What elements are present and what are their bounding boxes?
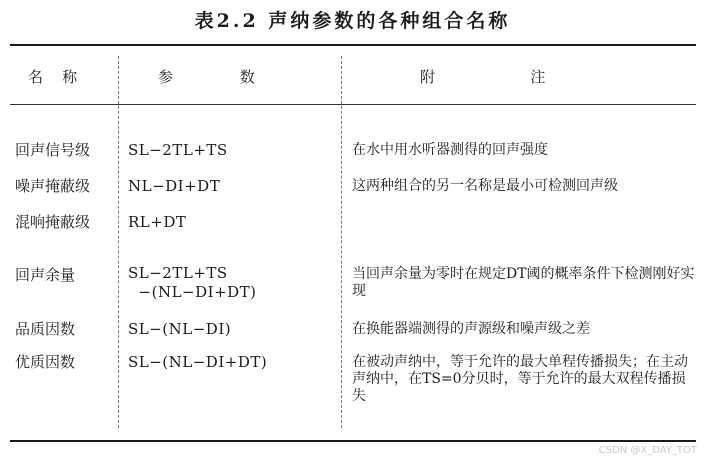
row-5-name: 品质因数: [15, 320, 76, 338]
bottom-rule: [10, 440, 696, 442]
row-1-params: SL−2TL+TS: [128, 141, 228, 159]
row-3-params: RL+DT: [128, 213, 187, 231]
row-1-note: 在水中用水听器测得的回声强度: [352, 142, 548, 158]
top-rule: [10, 44, 696, 46]
row-5-note: 在换能器端测得的声源级和噪声级之差: [352, 321, 590, 337]
row-4-params-line-1: SL−2TL+TS: [128, 264, 228, 282]
header-rule: [10, 104, 696, 105]
row-6-name: 优质因数: [15, 353, 76, 371]
header-name: 名 称: [28, 68, 78, 86]
row-3-name: 混响掩蔽级: [15, 213, 91, 231]
header-note: 附 注: [420, 68, 546, 86]
row-4-note: 当回声余量为零时在规定DT阈的概率条件下检测刚好实现: [352, 266, 695, 299]
row-6-params: SL−(NL−DI+DT): [128, 353, 268, 371]
row-1-name: 回声信号级: [15, 141, 91, 159]
header-params: 参 数: [158, 68, 255, 86]
row-4-params-line-2: −(NL−DI+DT): [128, 283, 257, 301]
watermark: CSDN @X_DAY_TOT: [598, 445, 697, 456]
table-title: 表2.2 声纳参数的各种组合名称: [194, 10, 511, 32]
row-6-note: 在被动声纳中，等于允许的最大单程传播损失；在主动声纳中，在TS=0分贝时，等于允许的最大双程传播损失: [352, 354, 688, 404]
row-2-params: NL−DI+DT: [128, 177, 221, 195]
row-4-name: 回声余量: [15, 266, 76, 284]
column-divider-2: [341, 56, 342, 428]
row-2-name: 噪声掩蔽级: [15, 177, 91, 195]
row-2-note: 这两种组合的另一名称是最小可检测回声级: [352, 178, 618, 194]
column-divider-1: [118, 56, 119, 428]
row-5-params: SL−(NL−DI): [128, 320, 232, 338]
